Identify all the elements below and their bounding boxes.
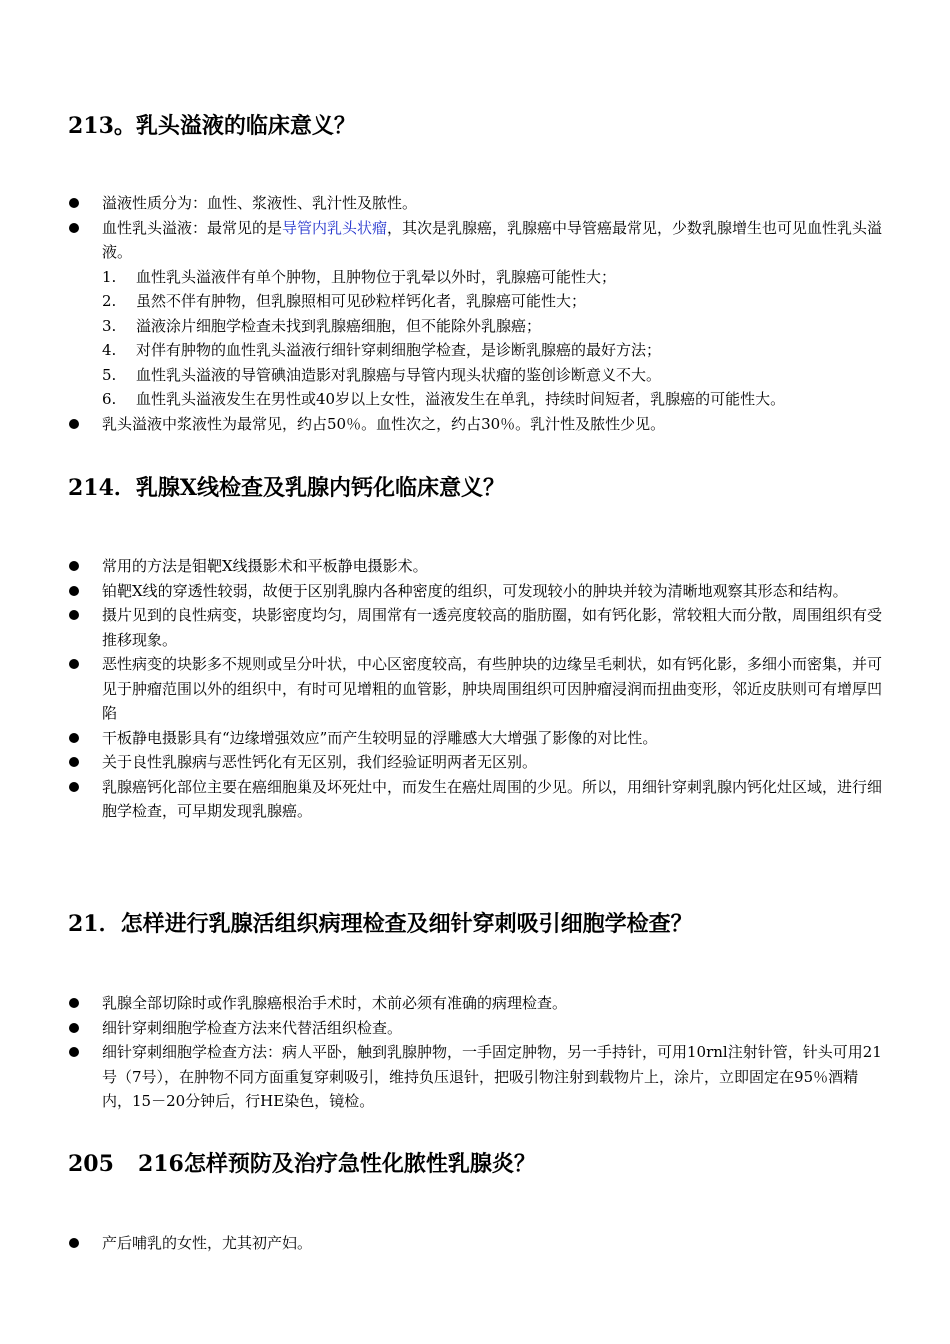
bullet-dot-icon — [69, 223, 79, 233]
sub-item: 4. 对伴有肿物的血性乳头溢液行细针穿刺细胞学检查，是诊断乳腺癌的最好方法； — [102, 341, 662, 359]
list-item: 产后哺乳的女性，尤其初产妇。 — [68, 1231, 888, 1256]
bullet-dot-icon — [69, 1023, 79, 1033]
section-heading-21: 21．怎样进行乳腺活组织病理检查及细针穿刺吸引细胞学检查？ — [68, 911, 693, 937]
list-item: 乳腺癌钙化部位主要在癌细胞巢及坏死灶中，而发生在癌灶周围的少见。所以，用细针穿刺乳腺内钙化灶区域，进行细胞学检查，可早期发现乳腺癌。 — [68, 775, 888, 824]
section-heading-216: 205 216怎样预防及治疗急性化脓性乳腺炎？ — [68, 1151, 536, 1177]
list-item: 细针穿刺细胞学检查方法：病人平卧，触到乳腺肿物，一手固定肿物，另一手持针，可用10rnl注射针管，针头可用21号（7号），在肿物不同方面重复穿刺吸引，维持负压退针，把吸引物注射到载物片上，涂片，立即固定在95％酒精内，15－20分钟后，行HE染色，镜检。 — [68, 1040, 888, 1114]
section-heading-213: 213。乳头溢液的临床意义？ — [68, 113, 356, 139]
bullet-dot-icon — [69, 561, 79, 571]
bullet-dot-icon — [69, 659, 79, 669]
bullet-dot-icon — [69, 1047, 79, 1057]
bullet-list-214 — [68, 554, 888, 824]
bullet-list-216 — [68, 1231, 888, 1256]
list-item: 乳腺全部切除时或作乳腺癌根治手术时，术前必须有准确的病理检查。 — [68, 991, 888, 1016]
list-item: 乳头溢液中浆液性为最常见，约占50％。血性次之，约占30％。乳汁性及脓性少见。 — [68, 412, 888, 437]
bullet-dot-icon — [69, 1238, 79, 1248]
list-item: 常用的方法是钼靶X线摄影术和平板静电摄影术。 — [68, 554, 888, 579]
sub-item: 6. 血性乳头溢液发生在男性或40岁以上女性，溢液发生在单乳，持续时间短者，乳腺癌的可能性大。 — [102, 390, 786, 408]
bullet-dot-icon — [69, 998, 79, 1008]
sub-item: 1. 血性乳头溢液伴有单个肿物，且肿物位于乳晕以外时，乳腺癌可能性大； — [102, 267, 617, 286]
list-item: 血性乳头溢液：最常见的是导管内乳头状瘤，其次是乳腺癌，乳腺癌中导管癌最常见，少数乳腺增生也可见血性乳头溢液。 1. 血性乳头溢液伴有单个肿物，且肿物位于乳晕以外时，乳腺癌可能性大； 2. 虽然不伴有肿物，但乳腺照相可见砂粒样钙化者，乳腺癌可能性大； 3. 溢液涂片细胞学检查未找到乳腺癌细胞，但不能除外乳腺癌； 4. 对伴有肿物的血性乳头溢液行细针穿刺细胞学检查，是诊断乳腺癌的最好方法； 5. 血性乳头溢液的导管碘油造影对乳腺癌与导管内现头状瘤的鉴创诊断意义不大。 6. 血性乳头溢液发生在男性或40岁以上女性，溢液发生在单乳，持续时间短者，乳腺癌的可能性大。 — [68, 216, 888, 412]
bullet-dot-icon — [69, 586, 79, 596]
bullet-dot-icon — [69, 198, 79, 208]
bullet-dot-icon — [69, 419, 79, 429]
sub-item: 5. 血性乳头溢液的导管碘油造影对乳腺癌与导管内现头状瘤的鉴创诊断意义不大。 — [102, 365, 662, 384]
sub-item: 2. 虽然不伴有肿物，但乳腺照相可见砂粒样钙化者，乳腺癌可能性大； — [102, 292, 587, 310]
bullet-dot-icon — [69, 610, 79, 620]
list-item: 干板静电摄影具有“边缘增强效应”而产生较明显的浮雕感大大增强了影像的对比性。 — [68, 726, 888, 751]
bullet-dot-icon — [69, 782, 79, 792]
section-heading-214: 214．乳腺X线检查及乳腺内钙化临床意义？ — [68, 475, 505, 501]
bullet-dot-icon — [69, 757, 79, 767]
list-item: 恶性病变的块影多不规则或呈分叶状，中心区密度较高，有些肿块的边缘呈毛刺状，如有钙化影，多细小而密集，并可见于肿瘤范围以外的组织中，有时可见增粗的血管影，肿块周围组织可因肿瘤浸润而扭曲变形，邻近皮肤则可有增厚凹陷 — [68, 652, 888, 726]
list-item: 摄片见到的良性病变，块影密度均匀，周围常有一透亮度较高的脂肪圈，如有钙化影，常较粗大而分散，周围组织有受推移现象。 — [68, 603, 888, 652]
list-item: 溢液性质分为：血性、浆液性、乳汁性及脓性。 — [68, 191, 888, 216]
bullet-list-21 — [68, 991, 888, 1114]
numbered-sublist — [102, 265, 888, 412]
list-item: 细针穿刺细胞学检查方法来代替活组织检查。 — [68, 1016, 888, 1041]
term-link[interactable]: 导管内乳头状瘤 — [282, 218, 388, 237]
bullet-dot-icon — [69, 733, 79, 743]
list-item: 铂靶X线的穿透性较弱，故便于区别乳腺内各种密度的组织，可发现较小的肿块并较为清晰地观察其形态和结构。 — [68, 579, 888, 604]
list-item: 关于良性乳腺病与恶性钙化有无区别，我们经验证明两者无区别。 — [68, 750, 888, 775]
bullet-list-213 — [68, 191, 888, 436]
sub-item: 3. 溢液涂片细胞学检查未找到乳腺癌细胞，但不能除外乳腺癌； — [102, 316, 542, 335]
